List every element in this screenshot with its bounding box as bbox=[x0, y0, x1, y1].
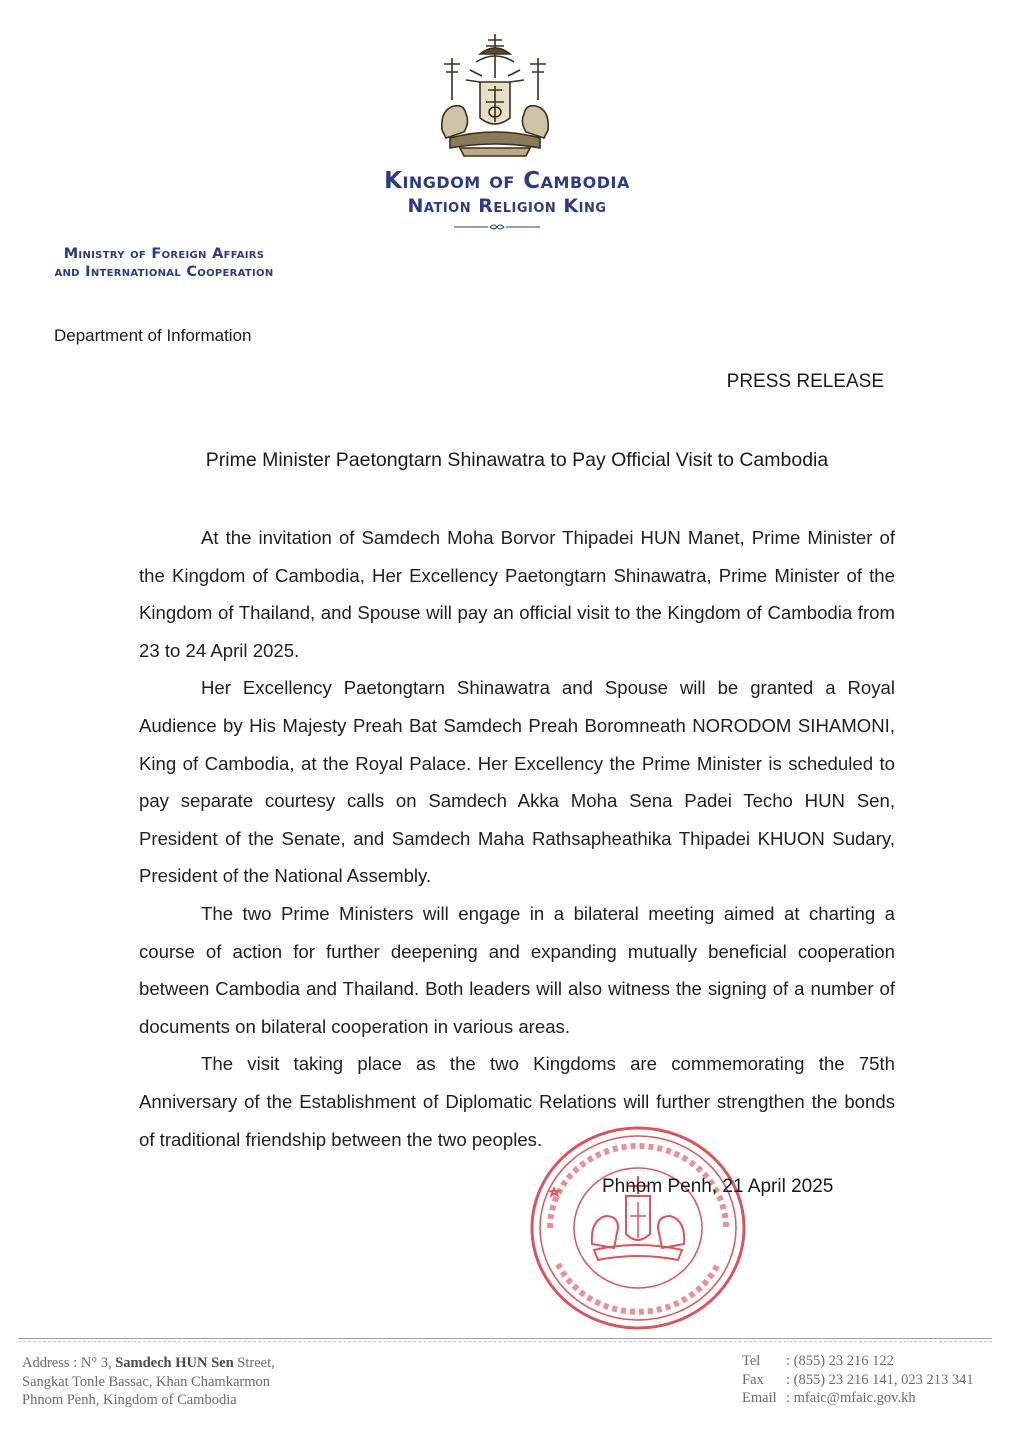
address-line1 bbox=[22, 1354, 342, 1373]
national-motto: Nation Religion King bbox=[407, 195, 607, 217]
fax-value: : (855) 23 216 141, 023 213 341 bbox=[786, 1371, 974, 1388]
footer-divider-dashed bbox=[18, 1341, 992, 1342]
press-release-body bbox=[139, 519, 895, 1158]
paragraph: At the invitation of Samdech Moha Borvor Thipadei HUN Manet, Prime Minister of the Kingdom of Cambodia, Her Excellency Paetongtarn Shinawatra, Prime Minister of the Kingdom of Thailand, and Spouse will pay an official visit to the Kingdom of Cambodia from 23 to 24 April 2025. bbox=[139, 527, 895, 661]
footer-address bbox=[22, 1354, 342, 1410]
kingdom-heading: Kingdom of Cambodia bbox=[384, 168, 630, 194]
tel-label: Tel bbox=[742, 1353, 761, 1369]
ministry-name-line1: Ministry of Foreign Affairs bbox=[63, 246, 265, 262]
address-label: Address : bbox=[22, 1355, 81, 1371]
footer-contact bbox=[742, 1352, 1006, 1408]
tel-value: : (855) 23 216 122 bbox=[786, 1353, 894, 1369]
official-seal-stamp-icon bbox=[528, 1124, 748, 1332]
email-row bbox=[742, 1389, 1006, 1408]
ornament-divider-icon bbox=[452, 222, 542, 232]
address-line2: Sangkat Tonle Bassac, Khan Chamkarmon bbox=[22, 1373, 270, 1390]
email-link[interactable]: : mfaic@mfaic.gov.kh bbox=[786, 1390, 916, 1406]
department-label: Department of Information bbox=[54, 326, 252, 345]
document-type: PRESS RELEASE bbox=[726, 371, 884, 392]
royal-crest-icon bbox=[430, 30, 560, 165]
address-line3: Phnom Penh, Kingdom of Cambodia bbox=[22, 1392, 237, 1408]
address-street-suffix: Street, bbox=[233, 1355, 275, 1371]
paragraph: The visit taking place as the two Kingdoms are commemorating the 75th Anniversary of the Establishment of Diplomatic Relations will further strengthen the bonds of traditional friendship between the two peoples. bbox=[139, 1053, 895, 1150]
press-release-headline: Prime Minister Paetongtarn Shinawatra to Pay Official Visit to Cambodia bbox=[205, 449, 829, 471]
address-number: N° 3, bbox=[80, 1355, 116, 1371]
paragraph: The two Prime Ministers will engage in a bilateral meeting aimed at charting a course of action for further deepening and expanding mutually beneficial cooperation between Cambodia and Thailand. Both leaders will also witness the signing of a number of documents on bilateral cooperation in various areas. bbox=[139, 902, 895, 1037]
dateline: Phnom Penh, 21 April 2025 bbox=[602, 1176, 834, 1197]
ministry-name-line2: and International Cooperation bbox=[54, 264, 274, 280]
paragraph: Her Excellency Paetongtarn Shinawatra and Spouse will be granted a Royal Audience by His Majesty Preah Bat Samdech Preah Boromneath NORODOM SIHAMONI, King of Cambodia, at the Royal Palace. Her Excellency the Prime Minister is scheduled to pay separate courtesy calls on Samdech Akka Moha Sena Padei Techo HUN Sen, President of the Senate, and Samdech Maha Rathsapheathika Thipadei KHUON Sudary, President of the National Assembly. bbox=[139, 677, 895, 887]
address-street: Samdech HUN Sen bbox=[115, 1355, 234, 1371]
tel-row bbox=[742, 1352, 1006, 1371]
fax-row bbox=[742, 1371, 1006, 1390]
footer-divider bbox=[18, 1338, 992, 1339]
email-label: Email bbox=[742, 1390, 777, 1406]
fax-label: Fax bbox=[742, 1371, 764, 1388]
